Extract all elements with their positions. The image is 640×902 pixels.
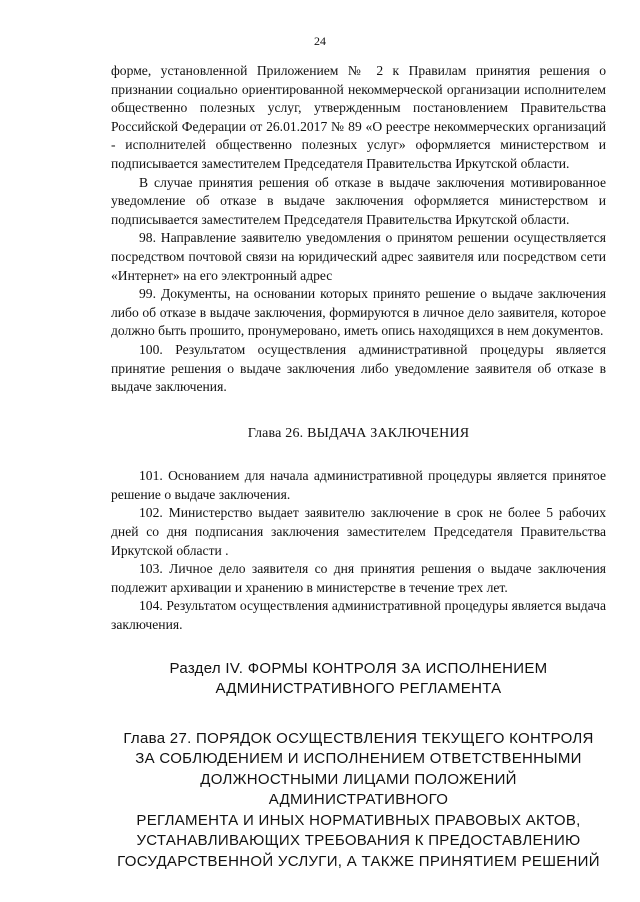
page-number: 24 bbox=[314, 34, 326, 48]
chapter-27-heading-line: ЗА СОБЛЮДЕНИЕМ И ИСПОЛНЕНИЕМ ОТВЕТСТВЕННЫМИ bbox=[135, 750, 582, 768]
paragraph-98: 98. Направление заявителю уведомления о принятом решении осуществляется посредством почтовой связи на юридический адрес заявителя или посредством сети «Интернет» на его электронный адрес bbox=[111, 230, 606, 283]
chapter-27-heading-line: Глава 27. ПОРЯДОК ОСУЩЕСТВЛЕНИЯ ТЕКУЩЕГО КОНТРОЛЯ bbox=[123, 729, 594, 747]
paragraph-97-continuation: форме, установленной Приложением № 2 к Правилам принятия решения о признании социально ориентированной некоммерческой организации исполнителем общественно полезных услуг, утвержденным постановлением Правительства Российской Федерации от 26.01.2017 № 89 «О реестре некоммерческих организаций - исполнителей общественно полезных услуг» оформляется министерством и подписывается заместителем Председателя Правительства Иркутской области. bbox=[111, 63, 606, 171]
paragraph-104: 104. Результатом осуществления административной процедуры является выдача заключения. bbox=[111, 598, 606, 633]
paragraph-103: 103. Личное дело заявителя со дня принятия решения о выдаче заключения подлежит архивации и хранению в министерстве в течение трех лет. bbox=[111, 561, 606, 595]
paragraph-100: 100. Результатом осуществления административной процедуры является принятие решения о выдаче заключения либо уведомление заявителя об отказе в выдаче заключения. bbox=[111, 341, 606, 395]
paragraph-refusal-notice: В случае принятия решения об отказе в выдаче заключения мотивированное уведомление об отказе в выдаче заключения оформляется министерством и подписывается заместителем Председателя Правительства Иркутской области. bbox=[111, 174, 606, 227]
document-body bbox=[111, 62, 606, 872]
chapter-27-heading-line: УСТАНАВЛИВАЮЩИХ ТРЕБОВАНИЯ К ПРЕДОСТАВЛЕНИЮ bbox=[136, 832, 581, 850]
chapter-27-heading-line: ДОЛЖНОСТНЫМИ ЛИЦАМИ ПОЛОЖЕНИЙ АДМИНИСТРАТИВНОГО bbox=[200, 770, 517, 809]
section-4-heading bbox=[111, 659, 606, 699]
chapter-27-heading-line: ГОСУДАРСТВЕННОЙ УСЛУГИ, А ТАКЖЕ ПРИНЯТИЕМ РЕШЕНИЙ bbox=[117, 852, 600, 870]
chapter-27-heading-line: РЕГЛАМЕНТА И ИНЫХ НОРМАТИВНЫХ ПРАВОВЫХ АКТОВ, bbox=[136, 811, 581, 829]
section-4-heading-line: АДМИНИСТРАТИВНОГО РЕГЛАМЕНТА bbox=[215, 679, 502, 697]
paragraph-101: 101. Основанием для начала административной процедуры является принятое решение о выдаче заключения. bbox=[111, 468, 606, 502]
paragraph-99: 99. Документы, на основании которых принято решение о выдаче заключения либо об отказе в выдаче заключения, формируются в личное дело заявителя, которое должно быть прошито, пронумеровано, иметь опись находящихся в нем документов. bbox=[111, 286, 606, 339]
chapter-27-heading bbox=[111, 729, 606, 873]
section-4-heading-line: Раздел IV. ФОРМЫ КОНТРОЛЯ ЗА ИСПОЛНЕНИЕМ bbox=[169, 659, 548, 677]
chapter-26-heading: Глава 26. ВЫДАЧА ЗАКЛЮЧЕНИЯ bbox=[247, 425, 470, 441]
paragraph-102: 102. Министерство выдает заявителю заключение в срок не более 5 рабочих дней со дня подписания заключения заместителем Председателя Правительства Иркутской области . bbox=[111, 505, 606, 558]
